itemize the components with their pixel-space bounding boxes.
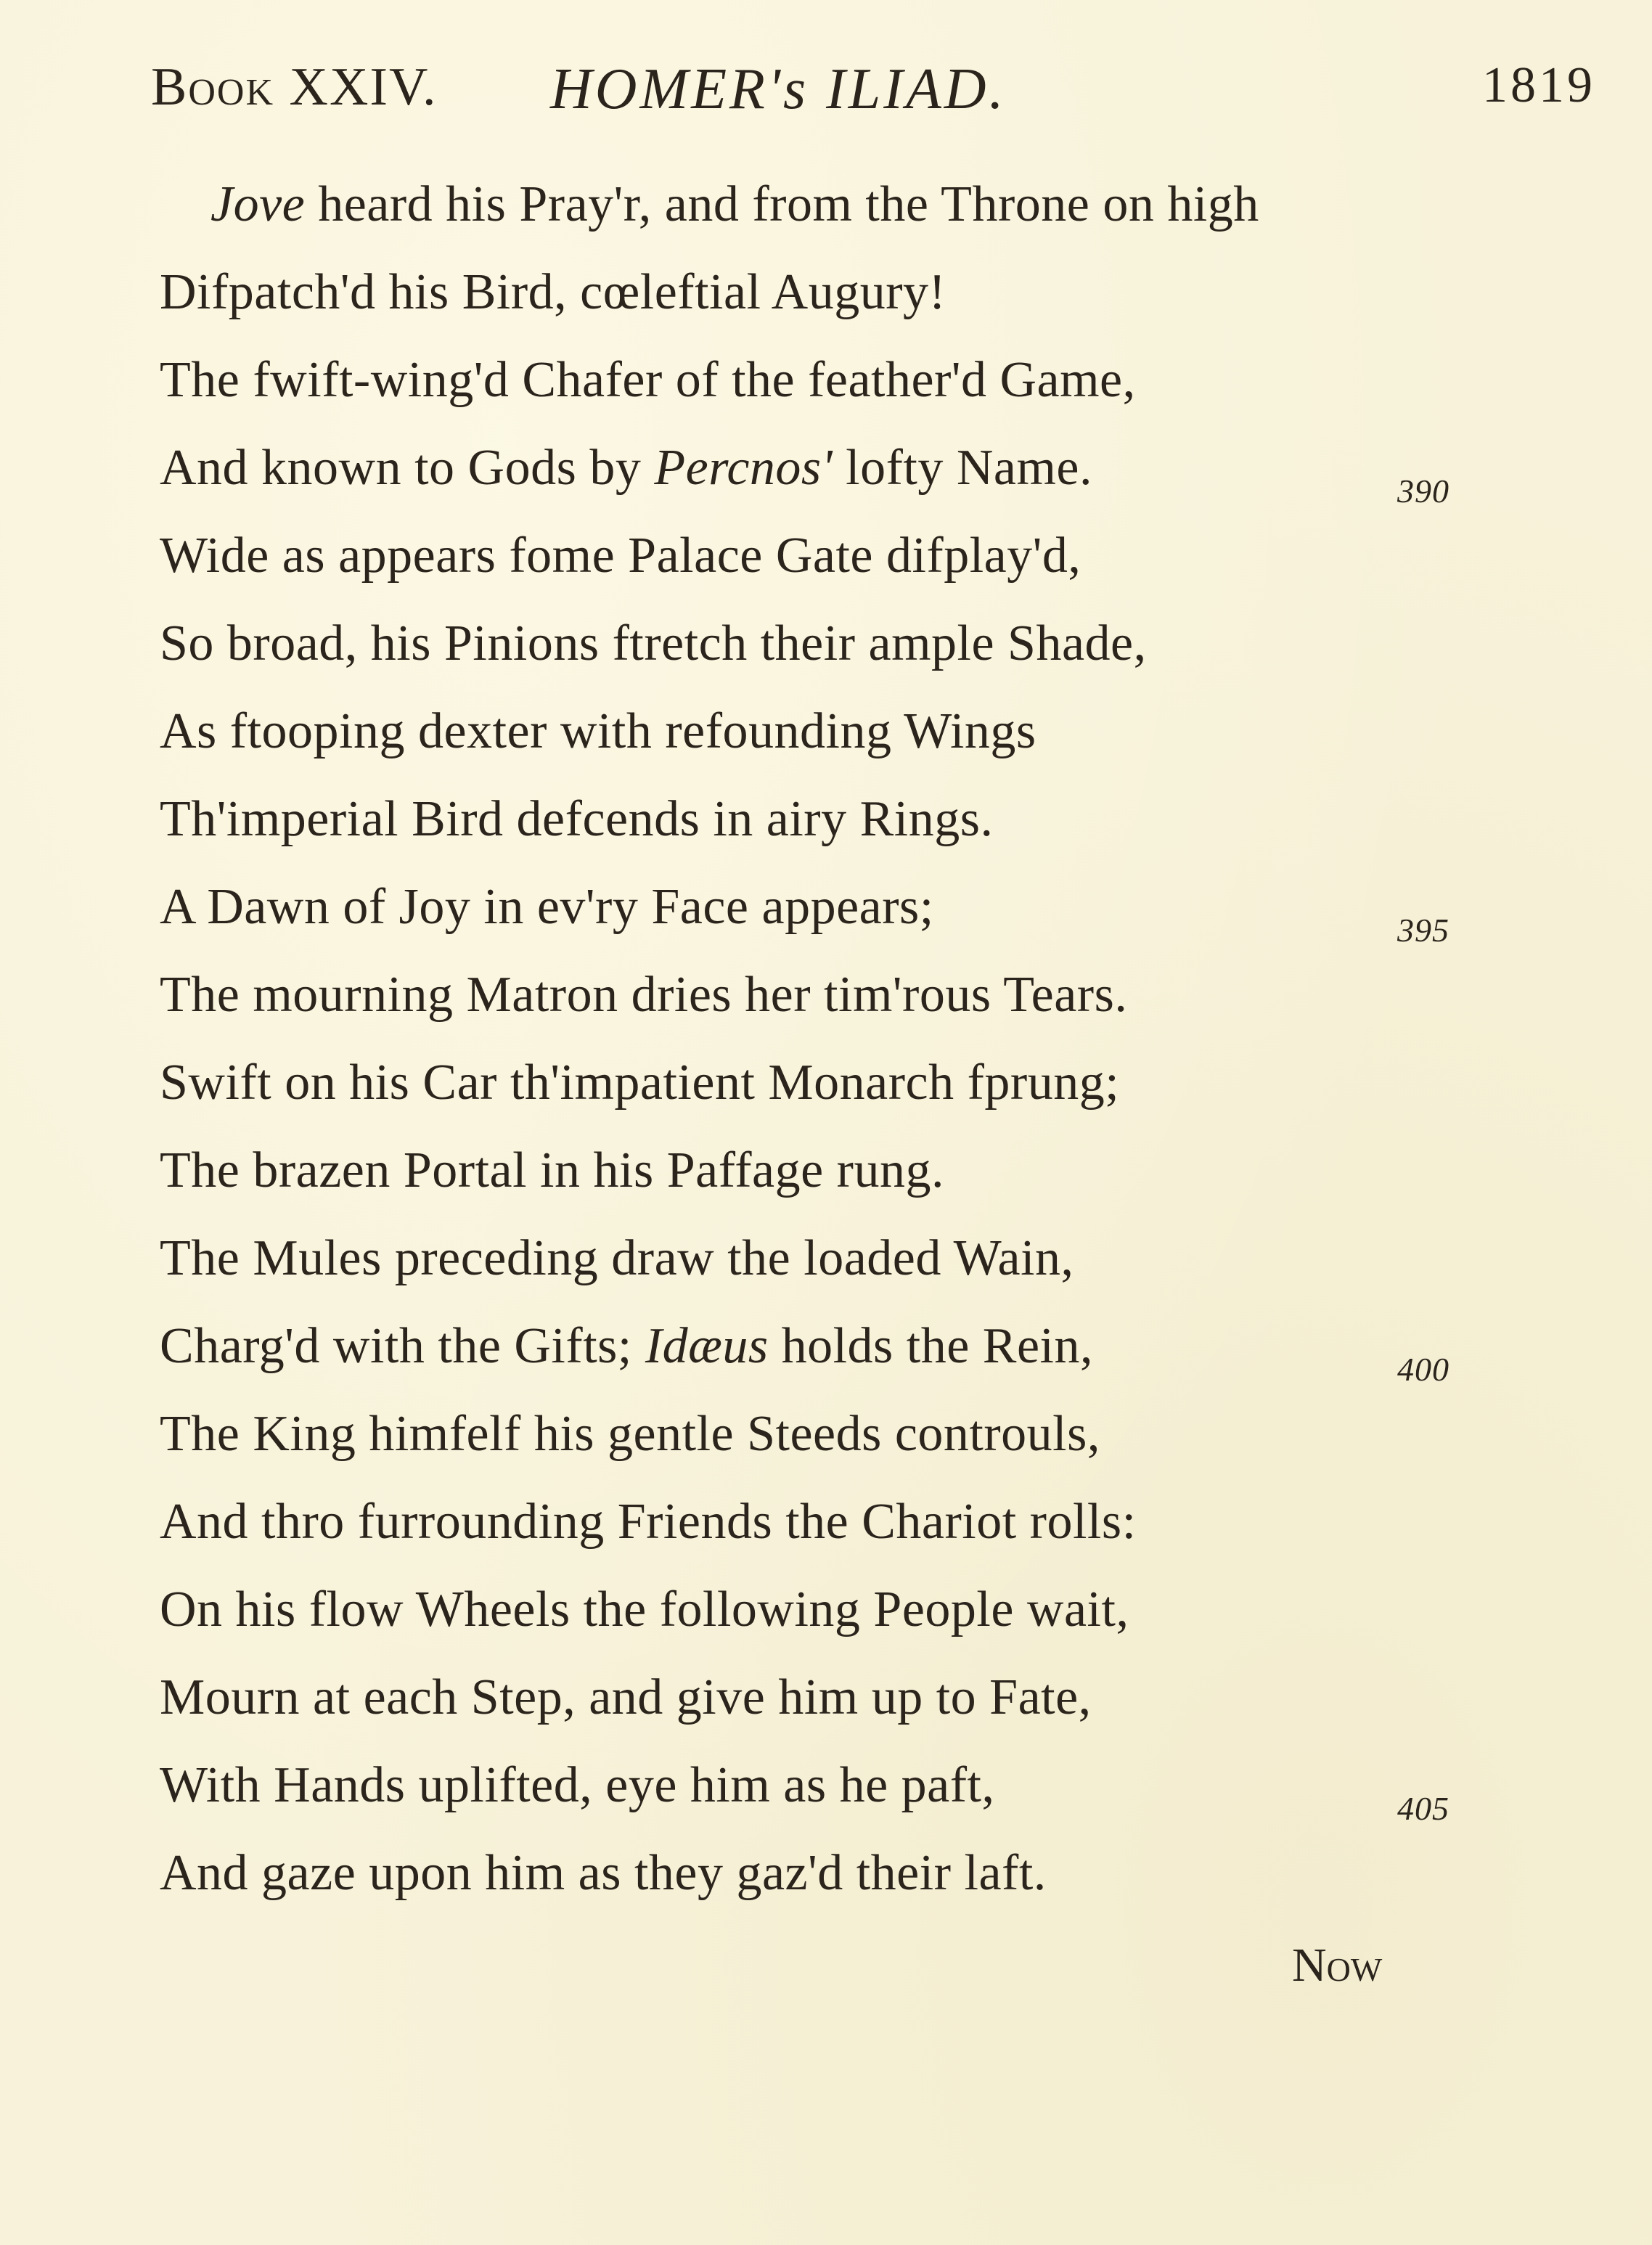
- line-number: 390: [1397, 473, 1449, 510]
- verse-line: Wide as appears fome Palace Gate difplay'd,: [160, 528, 1081, 584]
- verse-line: Swift on his Car th'impatient Monarch fprung;: [160, 1055, 1120, 1111]
- page-number: 1819: [1482, 57, 1595, 113]
- verse-line: Jove heard his Pray'r, and from the Throne on high: [210, 176, 1259, 232]
- verse-line: The King himfelf his gentle Steeds controuls,: [160, 1406, 1100, 1462]
- verse-line: Th'imperial Bird defcends in airy Rings.: [160, 791, 994, 847]
- verse-line: With Hands uplifted, eye him as he paft,: [160, 1757, 995, 1813]
- verse-line: The brazen Portal in his Paffage rung.: [160, 1142, 944, 1198]
- verse-line: Difpatch'd his Bird, cœleftial Augury!: [160, 264, 946, 320]
- book-label: Book XXIV.: [151, 57, 438, 117]
- verse-line: And gaze upon him as they gaz'd their laft.: [160, 1845, 1047, 1901]
- verse-line: The Mules preceding draw the loaded Wain,: [160, 1230, 1074, 1286]
- verse-line: A Dawn of Joy in ev'ry Face appears;: [160, 879, 934, 935]
- line-number: 400: [1397, 1351, 1449, 1388]
- running-header: [151, 57, 1595, 136]
- verse-line: And thro furrounding Friends the Chariot rolls:: [160, 1494, 1137, 1550]
- verse-line: As ftooping dexter with refounding Wings: [160, 703, 1036, 759]
- verse-line: The mourning Matron dries her tim'rous Tears.: [160, 967, 1128, 1023]
- verse-line: Charg'd with the Gifts; Idæus holds the Rein,: [160, 1318, 1094, 1374]
- line-number: 405: [1397, 1790, 1449, 1827]
- verse-line: Mourn at each Step, and give him up to Fate,: [160, 1669, 1092, 1725]
- catchword: Now: [1292, 1939, 1383, 1992]
- running-title: HOMER's ILIAD.: [550, 57, 1007, 121]
- verse-line: On his flow Wheels the following People wait,: [160, 1582, 1129, 1637]
- verse-line: So broad, his Pinions ftretch their ample Shade,: [160, 616, 1147, 671]
- verse-line: The fwift-wing'd Chafer of the feather'd Game,: [160, 352, 1136, 408]
- verse-line: And known to Gods by Percnos' lofty Name.: [160, 440, 1092, 496]
- line-number: 395: [1397, 912, 1449, 949]
